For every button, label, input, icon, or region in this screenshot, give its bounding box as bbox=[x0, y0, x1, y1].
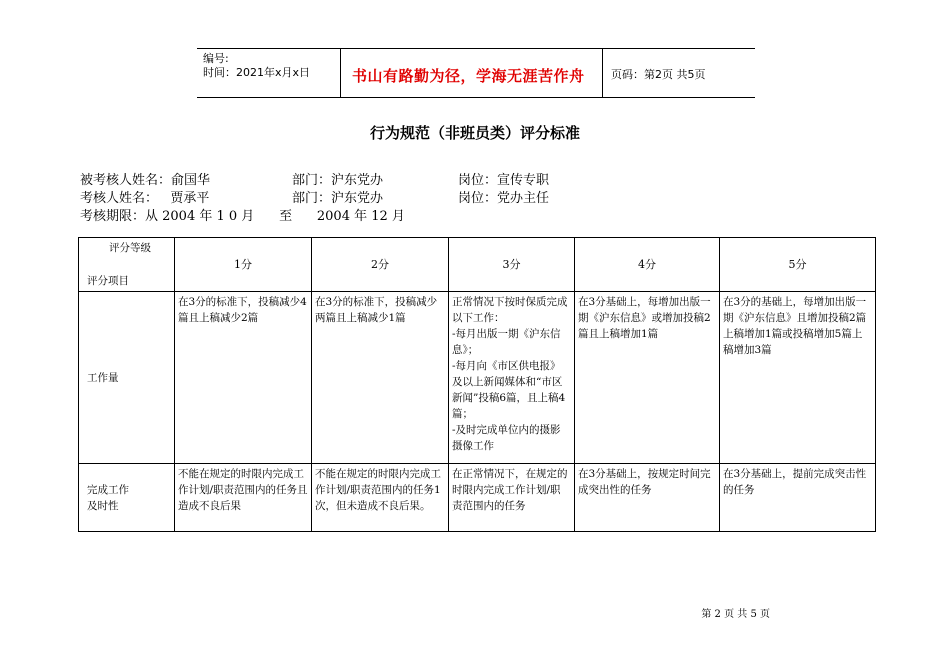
table-cell: 在3分基础上，提前完成突击性的任务 bbox=[720, 464, 876, 532]
column-header: 2分 bbox=[312, 238, 449, 292]
table-cell: 在3分基础上，按规定时间完成突出性的任务 bbox=[575, 464, 720, 532]
assessor-department: 部门：沪东党办 bbox=[292, 191, 384, 206]
number-label: 编号: bbox=[203, 52, 229, 65]
header-divider bbox=[340, 49, 341, 97]
table-corner-cell bbox=[79, 238, 175, 292]
header-motto: 书山有路勤为径，学海无涯苦作舟 bbox=[352, 67, 585, 85]
header-divider bbox=[602, 49, 603, 97]
corner-top-label: 评分等级 bbox=[109, 242, 151, 254]
table-cell: 在3分的基础上，每增加出版一期《沪东信息》且增加投稿2篇上稿增加1篇或投稿增加5篇上稿增加3篇 bbox=[720, 292, 876, 464]
table-cell: 在正常情况下，在规定的时限内完成工作计划/职责范围内的任务 bbox=[449, 464, 575, 532]
assessor-position: 岗位：党办主任 bbox=[458, 191, 550, 206]
column-header: 3分 bbox=[449, 238, 575, 292]
table-cell: 不能在规定的时限内完成工作计划/职责范围内的任务且造成不良后果 bbox=[175, 464, 312, 532]
header-page-label: 页码：第2页 共5页 bbox=[611, 68, 706, 81]
column-header: 1分 bbox=[175, 238, 312, 292]
assessee-department: 部门：沪东党办 bbox=[292, 173, 384, 188]
assessment-period: 考核期限：从 2004 年 1 0 月 至 2004 年 12 月 bbox=[80, 209, 405, 224]
table-cell: 不能在规定的时限内完成工作计划/职责范围内的任务1次，但未造成不良后果。 bbox=[312, 464, 449, 532]
page-title: 行为规范（非班员类）评分标准 bbox=[369, 124, 580, 142]
table-cell: 在3分的标准下，投稿减少4篇且上稿减少2篇 bbox=[175, 292, 312, 464]
header-left bbox=[203, 52, 310, 80]
table-cell: 在3分基础上，每增加出版一期《沪东信息》或增加投稿2篇且上稿增加1篇 bbox=[575, 292, 720, 464]
scoring-table bbox=[78, 237, 876, 532]
document-header bbox=[197, 48, 755, 98]
row-label: 完成工作 及时性 bbox=[79, 464, 175, 532]
corner-bottom-label: 评分项目 bbox=[87, 275, 129, 287]
page-footer: 第 2 页 共 5 页 bbox=[701, 609, 770, 620]
table-row bbox=[79, 292, 876, 464]
table-cell: 正常情况下按时保质完成以下工作： -每月出版一期《沪东信息》； -每月向《市区供电报》及以上新闻媒体和“市区新闻”投稿6篇，且上稿4篇； -及时完成单位内的摄影摄像工作 bbox=[449, 292, 575, 464]
assessor-name: 考核人姓名： 贾承平 bbox=[80, 191, 210, 206]
assessee-position: 岗位：宣传专职 bbox=[458, 173, 550, 188]
assessee-name: 被考核人姓名：俞国华 bbox=[80, 173, 211, 188]
column-header: 4分 bbox=[575, 238, 720, 292]
table-header-row bbox=[79, 238, 876, 292]
table-cell: 在3分的标准下，投稿减少两篇且上稿减少1篇 bbox=[312, 292, 449, 464]
time-label: 时间：2021年x月x日 bbox=[203, 66, 311, 79]
table-row bbox=[79, 464, 876, 532]
row-label: 工作量 bbox=[79, 292, 175, 464]
column-header: 5分 bbox=[720, 238, 876, 292]
